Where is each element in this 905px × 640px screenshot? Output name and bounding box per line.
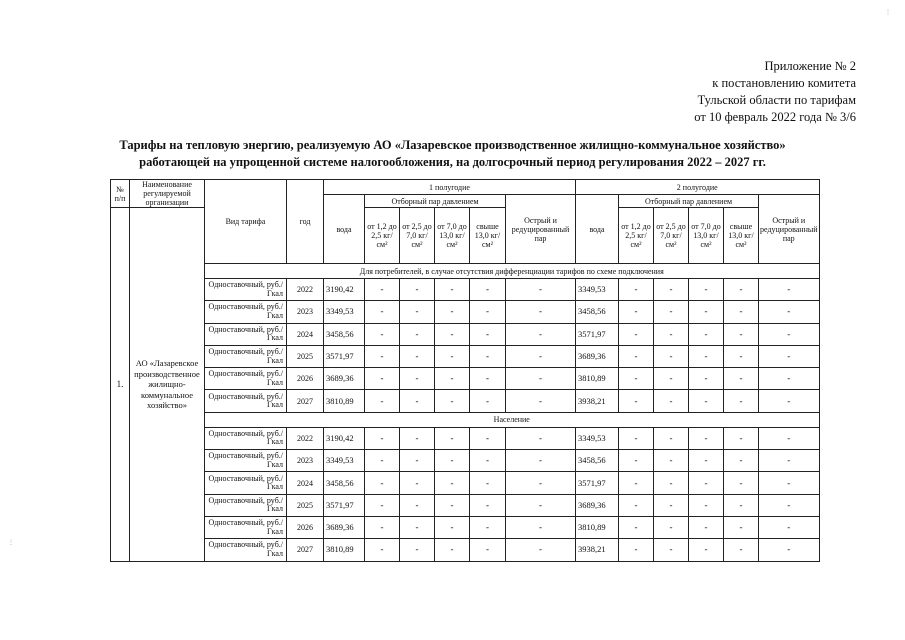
empty-value-cell: - [619,516,654,538]
water-tariff-cell: 3689,36 [324,516,365,538]
empty-value-cell: - [506,279,576,301]
empty-value-cell: - [506,516,576,538]
header-steam-group-2: Отборный пар давлением [619,195,759,208]
empty-value-cell: - [759,301,820,323]
tariff-kind-cell: Одноставочный, руб./Гкал [205,427,287,449]
empty-value-cell: - [724,345,759,367]
table-row [111,390,820,412]
empty-value-cell: - [365,516,400,538]
water-tariff-cell: 3349,53 [576,427,619,449]
empty-value-cell: - [689,279,724,301]
year-cell: 2026 [287,368,324,390]
empty-value-cell: - [759,427,820,449]
empty-value-cell: - [654,279,689,301]
empty-value-cell: - [506,427,576,449]
tariff-kind-cell: Одноставочный, руб./Гкал [205,539,287,561]
table-row [111,427,820,449]
header-water-1: вода [324,195,365,264]
empty-value-cell: - [400,279,435,301]
empty-value-cell: - [365,368,400,390]
empty-value-cell: - [759,516,820,538]
empty-value-cell: - [689,516,724,538]
empty-value-cell: - [654,323,689,345]
empty-value-cell: - [654,345,689,367]
empty-value-cell: - [759,368,820,390]
empty-value-cell: - [724,427,759,449]
empty-value-cell: - [400,368,435,390]
empty-value-cell: - [506,390,576,412]
empty-value-cell: - [724,539,759,561]
title-line: работающей на упрощенной системе налогообложения, на долгосрочный период регулирования 2022 – 2027 гг. [139,155,766,169]
water-tariff-cell: 3349,53 [576,279,619,301]
water-tariff-cell: 3190,42 [324,427,365,449]
empty-value-cell: - [619,345,654,367]
empty-value-cell: - [400,472,435,494]
empty-value-cell: - [654,516,689,538]
header-water-2: вода [576,195,619,264]
tariff-kind-cell: Одноставочный, руб./Гкал [205,279,287,301]
tariff-kind-cell: Одноставочный, руб./Гкал [205,472,287,494]
empty-value-cell: - [400,539,435,561]
empty-value-cell: - [689,301,724,323]
header-pressure-2: от 2,5 до 7,0 кг/см² [400,208,435,264]
title-line: Тарифы на тепловую энергию, реализуемую АО «Лазаревское производственное жилищно-коммунальное хозяйство» [119,138,786,152]
empty-value-cell: - [470,368,506,390]
empty-value-cell: - [435,516,470,538]
water-tariff-cell: 3938,21 [576,390,619,412]
empty-value-cell: - [619,427,654,449]
year-cell: 2022 [287,427,324,449]
water-tariff-cell: 3349,53 [324,301,365,323]
year-cell: 2027 [287,539,324,561]
year-cell: 2025 [287,494,324,516]
row-number-cell: 1. [111,208,130,562]
table-row [111,472,820,494]
tariff-kind-cell: Одноставочный, руб./Гкал [205,368,287,390]
table-row [111,450,820,472]
empty-value-cell: - [689,427,724,449]
empty-value-cell: - [365,390,400,412]
empty-value-cell: - [724,472,759,494]
empty-value-cell: - [435,539,470,561]
empty-value-cell: - [470,301,506,323]
empty-value-cell: - [435,472,470,494]
water-tariff-cell: 3571,97 [576,472,619,494]
table-row [111,494,820,516]
section-label: Для потребителей, в случае отсутствия дифференциации тарифов по схеме подключения [205,264,820,279]
empty-value-cell: - [400,427,435,449]
empty-value-cell: - [470,323,506,345]
empty-value-cell: - [506,323,576,345]
empty-value-cell: - [759,472,820,494]
table-row [111,345,820,367]
empty-value-cell: - [435,323,470,345]
year-cell: 2026 [287,516,324,538]
empty-value-cell: - [689,494,724,516]
table-row [111,539,820,561]
year-cell: 2023 [287,450,324,472]
empty-value-cell: - [724,390,759,412]
empty-value-cell: - [689,390,724,412]
empty-value-cell: - [759,390,820,412]
empty-value-cell: - [619,368,654,390]
header-pressure-4: свыше 13,0 кг/см² [470,208,506,264]
org-name: АО «Лазаревское производственное жилищно-коммунальное хозяйство» [134,358,200,411]
empty-value-cell: - [506,450,576,472]
tariff-kind-cell: Одноставочный, руб./Гкал [205,323,287,345]
empty-value-cell: - [724,279,759,301]
empty-value-cell: - [689,539,724,561]
empty-value-cell: - [506,494,576,516]
empty-value-cell: - [400,450,435,472]
empty-value-cell: - [654,539,689,561]
empty-value-cell: - [619,279,654,301]
document-title [0,137,905,171]
appendix-line: к постановлению комитета [712,76,856,90]
appendix-line: Тульской области по тарифам [697,93,856,107]
header-pressure-4b: свыше 13,0 кг/см² [724,208,759,264]
year-cell: 2027 [287,390,324,412]
empty-value-cell: - [619,539,654,561]
tariff-kind-cell: Одноставочный, руб./Гкал [205,450,287,472]
header-tariff-kind: Вид тарифа [205,180,287,264]
water-tariff-cell: 3938,21 [576,539,619,561]
empty-value-cell: - [654,472,689,494]
water-tariff-cell: 3458,56 [324,323,365,345]
empty-value-cell: - [724,368,759,390]
header-half1: 1 полугодие [324,180,576,195]
empty-value-cell: - [435,450,470,472]
empty-value-cell: - [365,539,400,561]
empty-value-cell: - [724,450,759,472]
empty-value-cell: - [435,494,470,516]
empty-value-cell: - [365,279,400,301]
empty-value-cell: - [619,390,654,412]
water-tariff-cell: 3190,42 [324,279,365,301]
empty-value-cell: - [759,323,820,345]
empty-value-cell: - [654,301,689,323]
tariff-kind-cell: Одноставочный, руб./Гкал [205,494,287,516]
empty-value-cell: - [619,450,654,472]
table-row [111,516,820,538]
year-cell: 2023 [287,301,324,323]
empty-value-cell: - [470,279,506,301]
header-pressure-1: от 1,2 до 2,5 кг/см² [365,208,400,264]
empty-value-cell: - [470,516,506,538]
table-row [111,279,820,301]
empty-value-cell: - [724,323,759,345]
empty-value-cell: - [365,427,400,449]
header-num: № п/п [111,180,130,208]
empty-value-cell: - [365,494,400,516]
tariff-kind-cell: Одноставочный, руб./Гкал [205,345,287,367]
water-tariff-cell: 3689,36 [576,345,619,367]
empty-value-cell: - [724,494,759,516]
empty-value-cell: - [400,494,435,516]
tariff-kind-cell: Одноставочный, руб./Гкал [205,516,287,538]
empty-value-cell: - [759,345,820,367]
empty-value-cell: - [506,472,576,494]
water-tariff-cell: 3689,36 [576,494,619,516]
header-half2: 2 полугодие [576,180,820,195]
empty-value-cell: - [470,427,506,449]
empty-value-cell: - [619,301,654,323]
empty-value-cell: - [435,427,470,449]
empty-value-cell: - [619,323,654,345]
appendix-block [694,58,856,126]
header-year: год [287,180,324,264]
tariff-kind-cell: Одноставочный, руб./Гкал [205,390,287,412]
table-row [111,323,820,345]
empty-value-cell: - [689,368,724,390]
empty-value-cell: - [470,472,506,494]
scan-mark: ⋮ [885,10,891,16]
appendix-line: Приложение № 2 [764,59,856,73]
empty-value-cell: - [365,450,400,472]
header-pressure-1b: от 1,2 до 2,5 кг/см² [619,208,654,264]
table-row [111,368,820,390]
empty-value-cell: - [654,368,689,390]
empty-value-cell: - [400,390,435,412]
header-pressure-3: от 7,0 до 13,0 кг/см² [435,208,470,264]
empty-value-cell: - [506,539,576,561]
empty-value-cell: - [435,390,470,412]
empty-value-cell: - [435,301,470,323]
empty-value-cell: - [506,368,576,390]
empty-value-cell: - [400,345,435,367]
empty-value-cell: - [759,539,820,561]
empty-value-cell: - [689,323,724,345]
empty-value-cell: - [470,539,506,561]
header-org-name: Наименование регулируемой организации [130,180,205,208]
year-cell: 2024 [287,323,324,345]
water-tariff-cell: 3810,89 [576,516,619,538]
section-row [111,264,820,279]
empty-value-cell: - [470,450,506,472]
year-cell: 2024 [287,472,324,494]
tariff-table [110,179,820,562]
empty-value-cell: - [654,390,689,412]
empty-value-cell: - [506,301,576,323]
water-tariff-cell: 3571,97 [324,494,365,516]
empty-value-cell: - [365,345,400,367]
empty-value-cell: - [400,516,435,538]
water-tariff-cell: 3349,53 [324,450,365,472]
water-tariff-cell: 3810,89 [324,390,365,412]
empty-value-cell: - [435,345,470,367]
year-cell: 2022 [287,279,324,301]
empty-value-cell: - [689,345,724,367]
empty-value-cell: - [689,450,724,472]
water-tariff-cell: 3571,97 [576,323,619,345]
empty-value-cell: - [689,472,724,494]
water-tariff-cell: 3458,56 [576,450,619,472]
empty-value-cell: - [435,368,470,390]
empty-value-cell: - [619,494,654,516]
water-tariff-cell: 3810,89 [576,368,619,390]
empty-value-cell: - [470,345,506,367]
water-tariff-cell: 3458,56 [324,472,365,494]
empty-value-cell: - [654,427,689,449]
empty-value-cell: - [470,494,506,516]
empty-value-cell: - [619,472,654,494]
appendix-line: от 10 февраль 2022 года № 3/6 [694,110,856,124]
empty-value-cell: - [654,450,689,472]
header-sharp-steam-2: Острый и редуцированный пар [759,195,820,264]
water-tariff-cell: 3689,36 [324,368,365,390]
water-tariff-cell: 3810,89 [324,539,365,561]
empty-value-cell: - [759,450,820,472]
empty-value-cell: - [654,494,689,516]
section-label: Население [205,412,820,427]
empty-value-cell: - [724,301,759,323]
water-tariff-cell: 3458,56 [576,301,619,323]
empty-value-cell: - [759,279,820,301]
year-cell: 2025 [287,345,324,367]
water-tariff-cell: 3571,97 [324,345,365,367]
tariff-kind-cell: Одноставочный, руб./Гкал [205,301,287,323]
empty-value-cell: - [506,345,576,367]
empty-value-cell: - [470,390,506,412]
empty-value-cell: - [365,301,400,323]
table-row [111,301,820,323]
header-pressure-3b: от 7,0 до 13,0 кг/см² [689,208,724,264]
empty-value-cell: - [435,279,470,301]
empty-value-cell: - [724,516,759,538]
header-pressure-2b: от 2,5 до 7,0 кг/см² [654,208,689,264]
header-sharp-steam-1: Острый и редуцированный пар [506,195,576,264]
empty-value-cell: - [400,323,435,345]
header-steam-group-1: Отборный пар давлением [365,195,506,208]
empty-value-cell: - [759,494,820,516]
empty-value-cell: - [365,472,400,494]
empty-value-cell: - [365,323,400,345]
scan-mark: ⋮ [8,540,14,546]
section-row [111,412,820,427]
org-name-cell [130,208,205,562]
empty-value-cell: - [400,301,435,323]
